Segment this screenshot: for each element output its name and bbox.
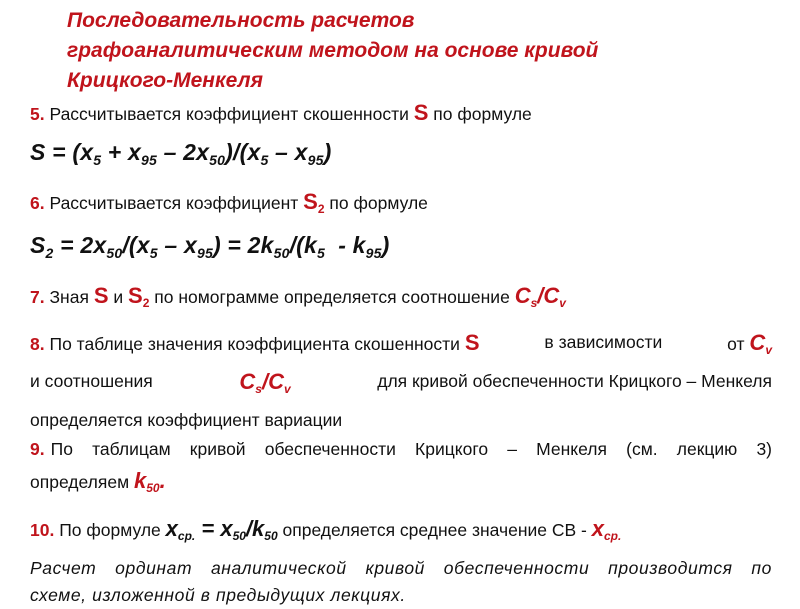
step-8-text-2b: для кривой обеспеченности Крицкого – Менкеля — [377, 371, 772, 391]
formula-s2-part: /(x — [122, 232, 150, 258]
symbol-letter: S — [128, 283, 143, 308]
symbol-letter: k — [133, 468, 147, 493]
symbol-subscript: 2 — [142, 296, 150, 310]
step-10 — [30, 513, 772, 552]
step-8-ot: от — [727, 334, 745, 354]
step-5-text-a: Рассчитывается коэффициент скошенности — [49, 104, 409, 124]
formula-s-sub: 95 — [141, 152, 158, 168]
formula-sub: ср. — [177, 529, 196, 543]
formula-s2-sub: 2 — [45, 245, 54, 261]
symbol-subscript: ср. — [604, 529, 622, 543]
step-5-symbol-s: S — [413, 100, 429, 125]
ratio-sub: s — [530, 296, 538, 310]
step-10-symbol-xcp — [592, 516, 622, 541]
formula-s2-sub: 50 — [106, 245, 123, 261]
step-7-symbol-s2 — [128, 283, 149, 308]
ratio-sub: v — [283, 382, 291, 396]
formula-s-sub: 5 — [93, 152, 102, 168]
formula-s-sub: 5 — [260, 152, 269, 168]
symbol-subscript: 50 — [146, 481, 160, 495]
step-7 — [30, 280, 772, 319]
step-8-symbol-cv — [749, 330, 772, 355]
formula-part: /k — [245, 516, 265, 541]
step-7-and: и — [113, 287, 124, 307]
title-line-3: Крицкого-Менкеля — [67, 69, 263, 92]
step-6-symbol-s2 — [303, 189, 324, 214]
step-8 — [30, 327, 772, 436]
step-9-text-2: определяем — [30, 472, 130, 492]
step-7-number: 7. — [30, 287, 45, 307]
step-10-text-b: определяется среднее значение СВ - — [282, 520, 587, 540]
formula-s-part: + x — [101, 139, 142, 165]
formula-s2-part: = 2x — [53, 232, 107, 258]
step-5 — [30, 97, 772, 130]
formula-s2-sub: 95 — [365, 245, 382, 261]
ratio-sub: s — [255, 382, 262, 396]
symbol-letter: x — [591, 516, 604, 541]
step-8-line-1 — [30, 327, 772, 366]
formula-sub: 50 — [264, 529, 278, 543]
formula-s2 — [30, 232, 390, 261]
formula-s2-part: ) = 2k — [212, 232, 274, 258]
formula-s2-sub: 5 — [149, 245, 158, 261]
formula-s2-part: ) — [381, 232, 390, 258]
step-9-text — [45, 434, 772, 465]
step-9-line-1-text: По таблицам кривой обеспеченности Крицкого – Менкеля (см. лекцию 3) — [50, 439, 772, 459]
ratio-sub: v — [559, 296, 566, 310]
ratio-part: C — [514, 283, 531, 308]
step-8-dependence: в зависимости — [544, 332, 663, 352]
symbol-letter: C — [749, 330, 766, 355]
step-5-number: 5. — [30, 104, 45, 124]
formula-s-part: ) — [323, 139, 332, 165]
footer-line-1: Расчет ординат аналитической кривой обеспеченности производится по — [30, 558, 772, 578]
step-7-ratio-cs-cv — [515, 283, 566, 308]
step-8-text-2a: и соотношения — [30, 371, 153, 391]
formula-part: = x — [195, 516, 233, 541]
step-6-number: 6. — [30, 193, 45, 213]
step-6-text-b: по формуле — [329, 193, 428, 213]
formula-s-sub: 50 — [209, 152, 226, 168]
step-8-number: 8. — [30, 334, 45, 354]
step-6 — [30, 186, 772, 225]
step-10-text-a: По формуле — [59, 520, 161, 540]
step-7-text-b: по номограмме определяется соотношение — [154, 287, 510, 307]
formula-s2-sub: 5 — [317, 245, 326, 261]
ratio-part: /C — [537, 283, 560, 308]
formula-s2-part: - k — [325, 232, 366, 258]
step-9-number: 9. — [30, 439, 45, 459]
symbol-letter: S — [303, 189, 318, 214]
formula-s-part: – x — [268, 139, 308, 165]
step-9 — [30, 434, 772, 504]
formula-s-part: – 2x — [157, 139, 210, 165]
footer-line-2: схеме, изложенной в предыдущих лекциях. — [30, 585, 406, 605]
formula-s2-part: S — [30, 232, 46, 258]
step-6-text-a: Рассчитывается коэффициент — [49, 193, 299, 213]
symbol-dot: . — [159, 468, 166, 493]
formula-s — [30, 139, 331, 168]
formula-s-sub: 95 — [307, 152, 324, 168]
step-8-line-3: определяется коэффициент вариации — [30, 410, 343, 430]
footer-note — [30, 555, 772, 609]
symbol-subscript: v — [765, 343, 772, 357]
formula-s-part: S = (x — [30, 139, 94, 165]
title-line-2: графоаналитическим методом на основе кривой — [67, 39, 599, 62]
step-8-text: По таблице значения коэффициента скошенности — [49, 334, 460, 354]
title-line-1: Последовательность расчетов — [67, 9, 415, 32]
step-10-number: 10. — [30, 520, 55, 540]
formula-s-part: )/(x — [225, 139, 261, 165]
step-9-symbol-k50 — [134, 468, 166, 493]
step-5-text-b: по формуле — [433, 104, 532, 124]
formula-s2-sub: 50 — [273, 245, 290, 261]
step-9-line-2 — [30, 465, 772, 504]
formula-sub: 50 — [232, 529, 246, 543]
formula-part: x — [165, 516, 178, 541]
ratio-part: /C — [261, 369, 284, 394]
formula-s2-part: – x — [157, 232, 197, 258]
step-8-symbol-s: S — [464, 330, 480, 355]
step-8-line-2 — [30, 366, 772, 405]
step-8-ratio-cs-cv — [239, 366, 290, 405]
step-10-formula — [166, 516, 278, 541]
step-7-text-a: Зная — [49, 287, 89, 307]
symbol-subscript: 2 — [317, 202, 325, 216]
ratio-part: C — [239, 369, 256, 394]
formula-s2-part: /(k — [289, 232, 318, 258]
step-7-symbol-s: S — [93, 283, 109, 308]
step-9-line-1 — [30, 434, 772, 465]
slide-title — [67, 6, 767, 96]
formula-s2-sub: 95 — [196, 245, 213, 261]
